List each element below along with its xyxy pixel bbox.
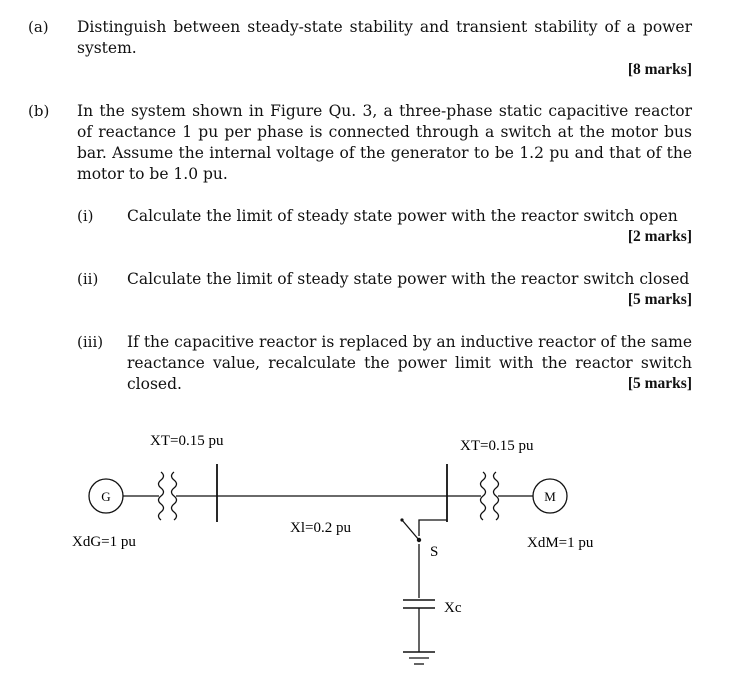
transformer-right-secondary xyxy=(494,472,499,520)
transformer-left-secondary xyxy=(172,472,177,520)
transformer-right-primary xyxy=(481,472,486,520)
part-iii-marks: [5 marks] xyxy=(627,375,692,392)
xt-right-label: XT=0.15 pu xyxy=(460,438,534,454)
generator-label: G xyxy=(101,489,111,504)
part-ii-label: (ii) xyxy=(77,270,99,288)
xdm-label: XdM=1 pu xyxy=(527,535,594,551)
circuit-diagram xyxy=(0,420,731,690)
xt-left-label: XT=0.15 pu xyxy=(150,433,224,449)
question-a-text: Distinguish between steady-state stability and transient stability of a power system. xyxy=(77,18,692,57)
part-i-marks: [2 marks] xyxy=(627,228,692,245)
part-ii-marks: [5 marks] xyxy=(627,291,692,308)
transformer-left-primary xyxy=(159,472,164,520)
switch-contact xyxy=(417,538,421,542)
question-b-label: (b) xyxy=(28,102,50,120)
xl-label: Xl=0.2 pu xyxy=(290,520,351,536)
shunt-branch xyxy=(419,520,447,536)
question-a-marks: [8 marks] xyxy=(627,61,692,78)
part-iii-label: (iii) xyxy=(77,333,104,351)
xc-label: Xc xyxy=(444,600,462,616)
part-i-label: (i) xyxy=(77,207,94,225)
part-iii-text: If the capacitive reactor is replaced by an inductive reactor of the same reactance value, recalculate the power limit with the reactor switch closed. xyxy=(127,333,692,393)
part-i-text: Calculate the limit of steady state power with the reactor switch open xyxy=(127,207,678,225)
xdg-label: XdG=1 pu xyxy=(72,534,136,550)
question-a-label: (a) xyxy=(28,18,49,36)
switch-label: S xyxy=(430,544,439,560)
motor-label: M xyxy=(544,489,556,504)
switch-blade xyxy=(402,520,419,540)
question-b-text: In the system shown in Figure Qu. 3, a three-phase static capacitive reactor of reactance 1 pu per phase is connected through a switch at the motor bus bar. Assume the internal voltage of the generator to be 1.2 pu and that of the motor to be 1.0 pu. xyxy=(77,102,692,183)
part-ii-text: Calculate the limit of steady state power with the reactor switch closed xyxy=(127,270,690,288)
